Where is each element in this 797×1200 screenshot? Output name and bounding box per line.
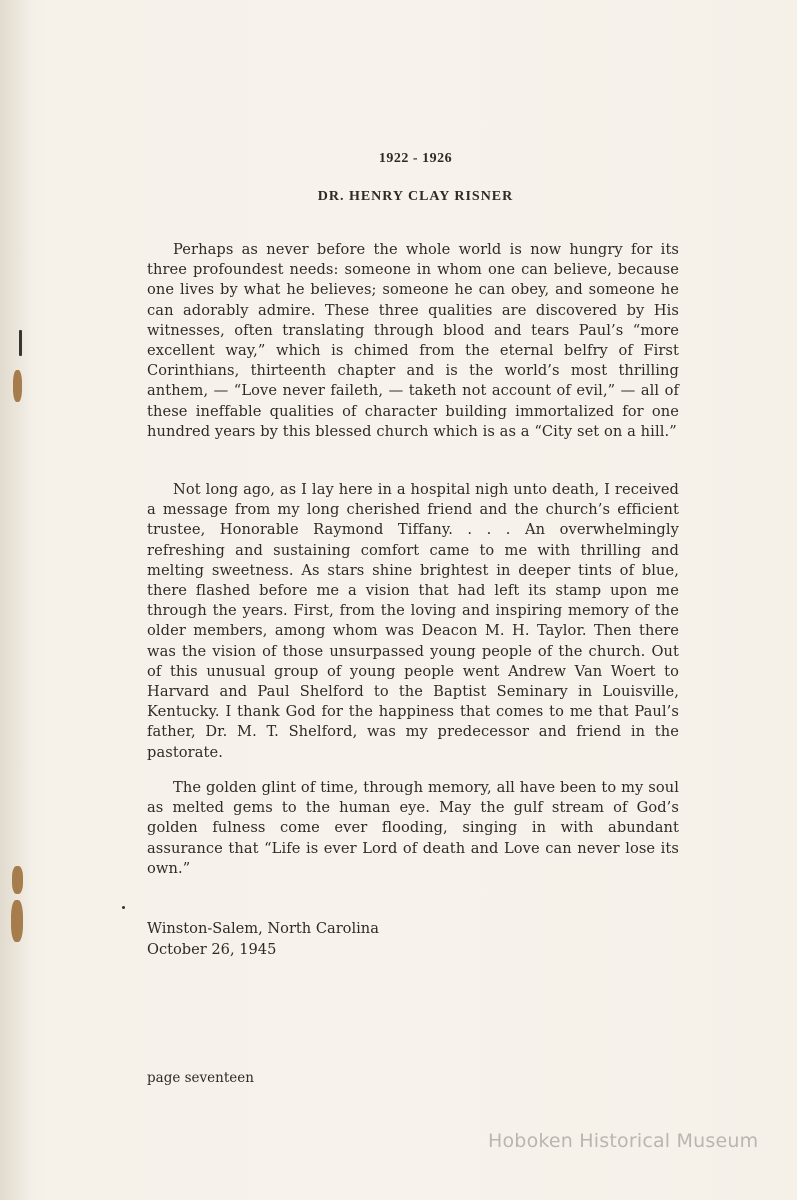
staple-stain	[12, 866, 23, 894]
tenure-years: 1922 - 1926	[378, 151, 453, 166]
paragraph-text: The golden glint of time, through memory, all have been to my soul as melted gems to the human eye. May the gulf stream of God’s golden fulness come ever flooding, singing in with abundant assurance that “Life is ever Lord of death and Love can never lose its own.”	[147, 779, 679, 877]
staple-stain	[13, 370, 22, 402]
museum-watermark: Hoboken Historical Museum	[488, 1130, 759, 1152]
paragraph-2	[147, 480, 679, 763]
pastor-name: DR. HENRY CLAY RISNER	[317, 189, 514, 204]
ink-dot	[122, 906, 125, 909]
paragraph-3	[147, 778, 679, 879]
staple-stain	[11, 900, 23, 942]
binding-shadow	[0, 0, 30, 1200]
signoff	[147, 919, 379, 960]
paragraph-text: Not long ago, as I lay here in a hospital nigh unto death, I received a message from my long cherished friend and the church’s efficient trustee, Honorable Raymond Tiffany. . . . An overwhelmingly refreshing and sustaining comfort came to me with thrilling and melting sweetness. As stars shine brightest in deeper tints of blue, there flashed before me a vision that had left its stamp upon me through the years. First, from the loving and inspiring memory of the older members, among whom was Deacon M. H. Taylor. Then there was the vision of those unsurpassed young people of the church. Out of this unusual group of young people went Andrew Van Woert to Harvard and Paul Shelford to the Baptist Seminary in Louisville, Kentucky. I thank God for the happiness that comes to me that Paul’s father, Dr. M. T. Shelford, was my predecessor and friend in the pastorate.	[147, 481, 679, 761]
page-number: page seventeen	[147, 1070, 254, 1086]
signoff-place: Winston-Salem, North Carolina	[147, 920, 379, 937]
paragraph-text: Perhaps as never before the whole world is now hungry for its three profoundest needs: someone in whom one can believe, because one lives by what he believes; someone he can obey, and someone he can adorably admire. These three qualities are discovered by His witnesses, often translating through blood and tears Paul’s “more excellent way,” which is chimed from the eternal belfry of First Corinthians, thirteenth chapter and is the world’s most thrilling anthem, — “Love never faileth, — taketh not account of evil,” — all of these ineffable qualities of character building immortalized for one hundred years by this blessed church which is as a “City set on a hill.”	[147, 241, 679, 440]
binding-mark	[19, 330, 22, 356]
signoff-date: October 26, 1945	[147, 940, 277, 958]
paragraph-1	[147, 240, 679, 442]
